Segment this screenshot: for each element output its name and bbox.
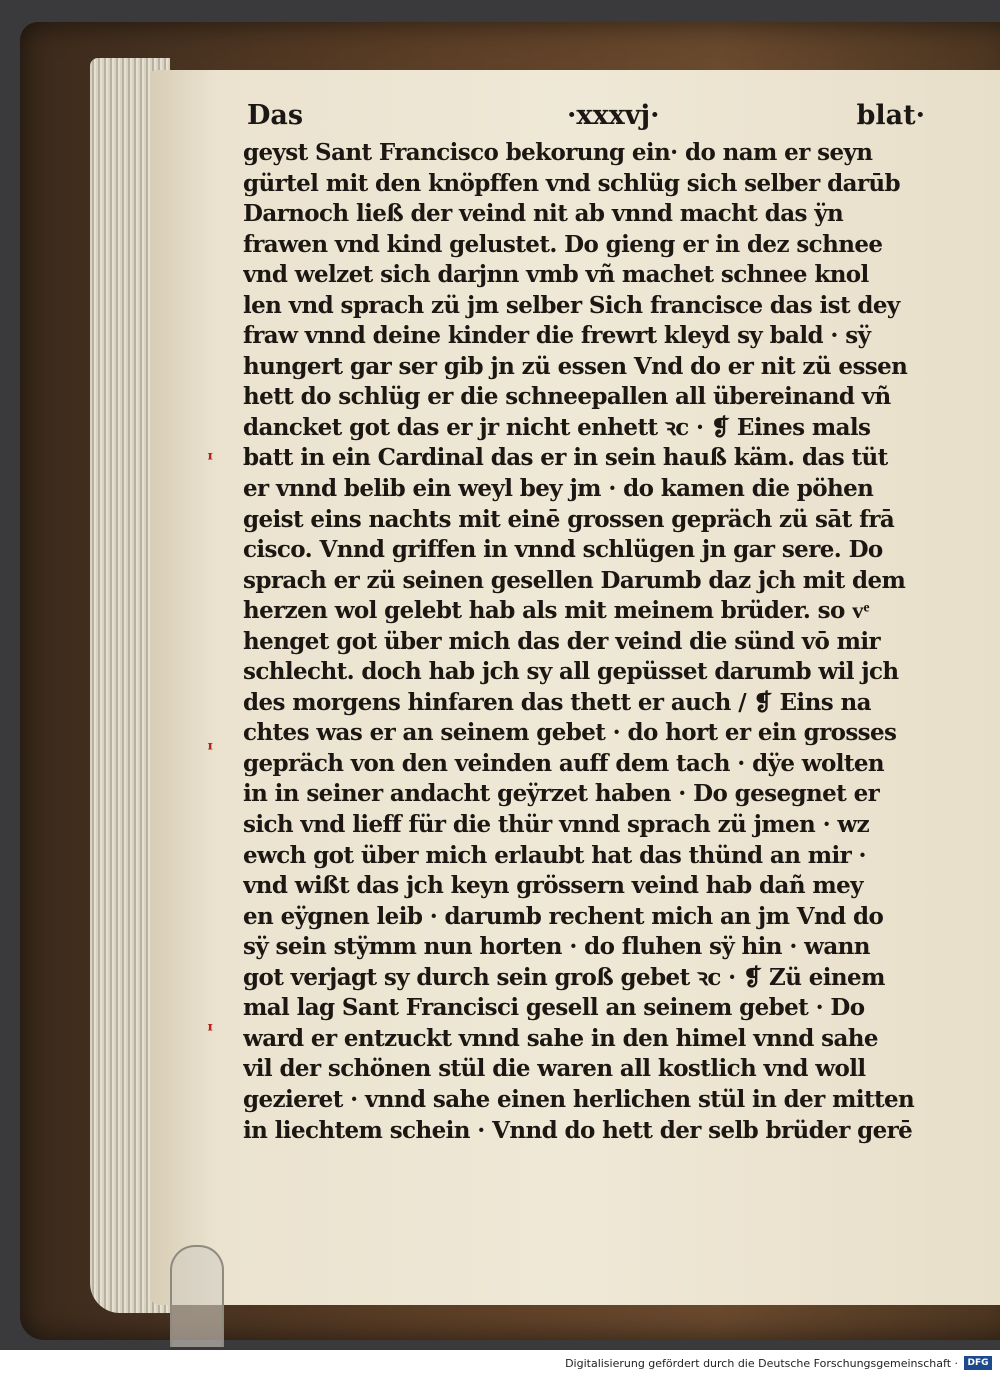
running-head-right: blat· [856,100,925,131]
text-line: vnd wißt das jch keyn grössern veind hab dañ mey [243,872,863,900]
text-line: sÿ sein stÿmm nun horten · do fluhen sÿ hin · wann [243,933,870,961]
text-line: er vnnd belib ein weyl bey jm · do kamen die pöhen [243,475,874,503]
text-line: gürtel mit den knöpffen vnd schlüg sich selber darūb [243,169,900,197]
text-line: in in seiner andacht geÿrzet haben · Do gesegnet er [243,780,880,808]
text-line: fraw vnnd deine kinder die frewrt kleyd sy bald · sÿ [243,322,871,350]
footer-credit: Digitalisierung gefördert durch die Deutsche Forschungsgemeinschaft · [565,1357,958,1370]
text-line: geyst Sant Francisco bekorung ein· do nam er seyn [243,139,873,166]
text-line: Darnoch ließ der veind nit ab vnnd macht das ÿn [243,200,844,228]
text-line: herzen wol gelebt hab als mit meinem brüder. so vͤ [243,597,870,625]
text-line: ewch got über mich erlaubt hat das thünd an mir · [243,841,866,869]
text-line: vil der schönen stül die waren all kostlich vnd woll [243,1055,866,1083]
running-head-left: Das [247,100,304,131]
margin-mark: ᶦ [207,1018,214,1044]
text-line: ward er entzuckt vnnd sahe in den himel vnnd sahe [243,1024,878,1052]
text-line: batt in ein Cardinal das er in sein hauß käm. das tüt [243,444,888,472]
text-line: got verjagt sy durch sein groß gebet ꝛc · ❡ Zü einem [243,963,885,991]
text-line: frawen vnd kind gelustet. Do gieng er in dez schnee [243,230,883,258]
text-line: en eÿgnen leib · darumb rechent mich an jm Vnd do [243,902,884,930]
text-line: sprach er zü seinen gesellen Darumb daz jch mit dem [243,566,906,594]
text-line: des morgens hinfaren das thett er auch / ❡ Eins na [243,688,871,716]
text-line: schlecht. doch hab jch sy all gepüsset darumb wil jch [243,658,899,686]
text-line: vnd welzet sich darjnn vmb vñ machet schnee knol [243,261,869,289]
text-line: cisco. Vnnd griffen in vnnd schlügen jn gar sere. Do [243,536,883,564]
text-line: len vnd sprach zü jm selber Sich francisce das ist dey [243,291,900,319]
text-line: hett do schlüg er die schneepallen all übereinand vñ [243,383,891,411]
text-block [243,138,933,1146]
running-head [245,100,925,140]
margin-mark: ᶦ [207,737,214,763]
text-line: in liechtem schein · Vnnd do hett der selb brüder gerē [243,1116,913,1144]
text-line: gezieret · vnnd sahe einen herlichen stül in der mitten [243,1085,915,1113]
footer-bar [0,1350,1000,1378]
text-line: mal lag Sant Francisci gesell an seinem gebet · Do [243,994,865,1022]
folio-number: ·xxxvj· [567,100,660,131]
page-clamp [170,1245,224,1347]
text-line: dancket got das er jr nicht enhett ꝛc · ❡ Eines mals [243,413,871,441]
text-line: geist eins nachts mit einē grossen gepräch zü sāt frā [243,505,895,533]
text-line: sich vnd lieff für die thür vnnd sprach zü jmen · wz [243,811,870,839]
text-line: chtes was er an seinem gebet · do hort er ein grosses [243,719,897,747]
text-line: hungert gar ser gib jn zü essen Vnd do er nit zü essen [243,352,908,380]
dfg-logo: DFG [964,1356,992,1370]
text-line: gepräch von den veinden auff dem tach · dÿe wolten [243,749,885,777]
margin-mark: ᶦ [207,447,214,473]
text-line: henget got über mich das der veind die sünd vō mir [243,627,881,655]
